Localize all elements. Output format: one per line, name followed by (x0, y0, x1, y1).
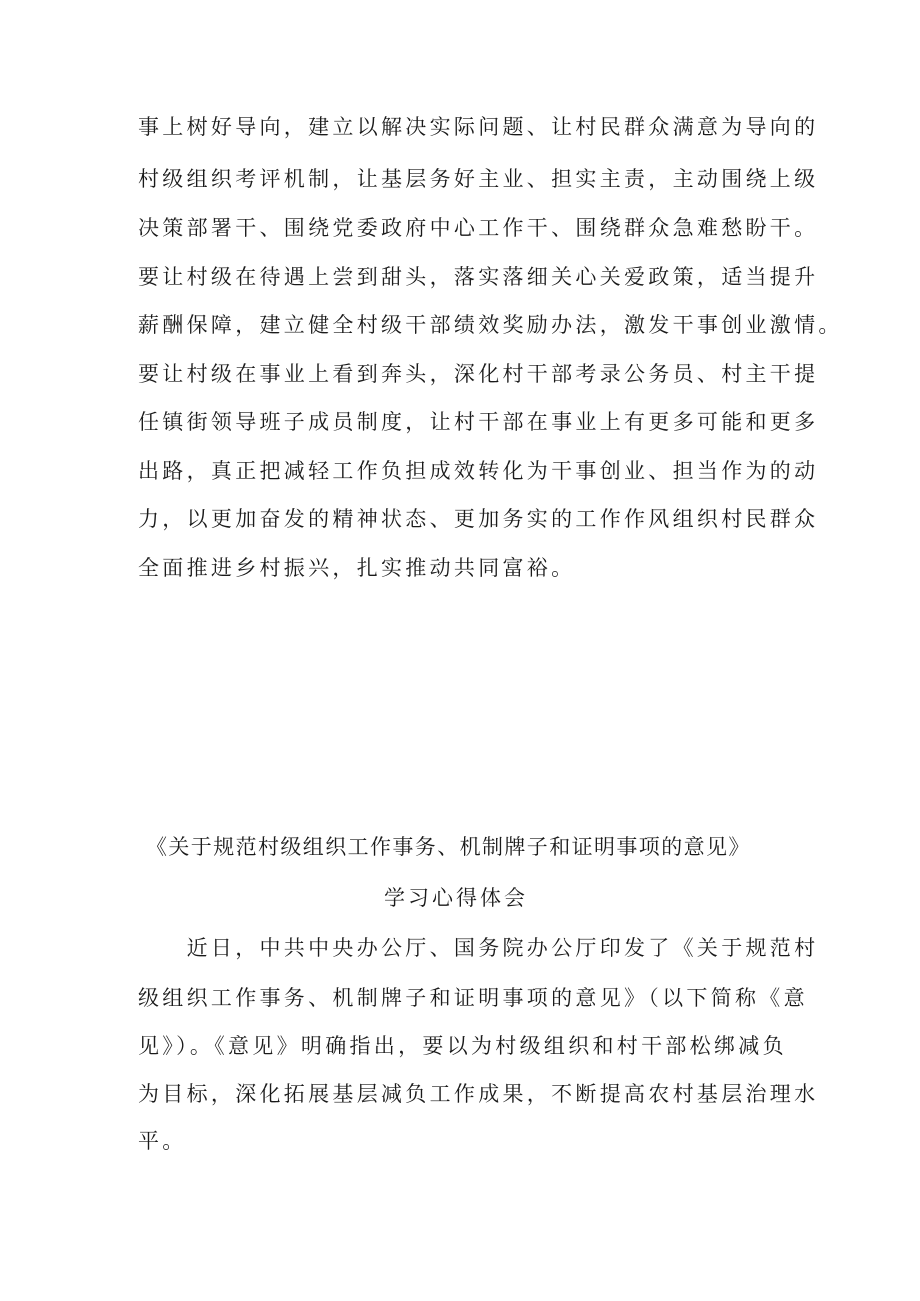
paragraph-line: 薪酬保障，建立健全村级干部绩效奖励办法，激发干事创业激情。 (138, 313, 843, 337)
paragraph-line: 级组织工作事务、机制牌子和证明事项的意见》（以下简称《意 (138, 986, 808, 1010)
paragraph-line: 出路，真正把减轻工作负担成效转化为干事创业、担当作为的动 (138, 459, 819, 483)
paragraph-line: 村级组织考评机制，让基层务好主业、担实主责，主动围绕上级 (138, 167, 819, 191)
paragraph-line: 要让村级在事业上看到奔头，深化村干部考录公务员、村主干提 (138, 362, 819, 386)
paragraph-line: 力，以更加奋发的精神状态、更加务实的工作作风组织村民群众 (138, 507, 819, 531)
article-title-line-2: 学习心得体会 (384, 886, 528, 910)
paragraph-line: 要让村级在待遇上尝到甜头，落实落细关心关爱政策，适当提升 (138, 265, 819, 289)
paragraph-line: 见》）。《意见》明确指出，要以为村级组织和村干部松绑减负 (138, 1034, 787, 1058)
paragraph-line: 近日，中共中央办公厅、国务院办公厅印发了《关于规范村 (138, 936, 819, 960)
article-title-line-1: 《关于规范村级组织工作事务、机制牌子和证明事项的意见》 (146, 835, 751, 859)
paragraph-line: 事上树好导向，建立以解决实际问题、让村民群众满意为导向的 (138, 115, 819, 139)
paragraph-line: 为目标，深化拓展基层减负工作成果，不断提高农村基层治理水 (138, 1082, 819, 1106)
paragraph-line: 全面推进乡村振兴，扎实推动共同富裕。 (138, 556, 576, 580)
paragraph-line: 平。 (138, 1129, 187, 1153)
paragraph-line: 任镇街领导班子成员制度，让村干部在事业上有更多可能和更多 (138, 410, 819, 434)
paragraph-line: 决策部署干、围绕党委政府中心工作干、围绕群众急难愁盼干。 (138, 216, 819, 240)
